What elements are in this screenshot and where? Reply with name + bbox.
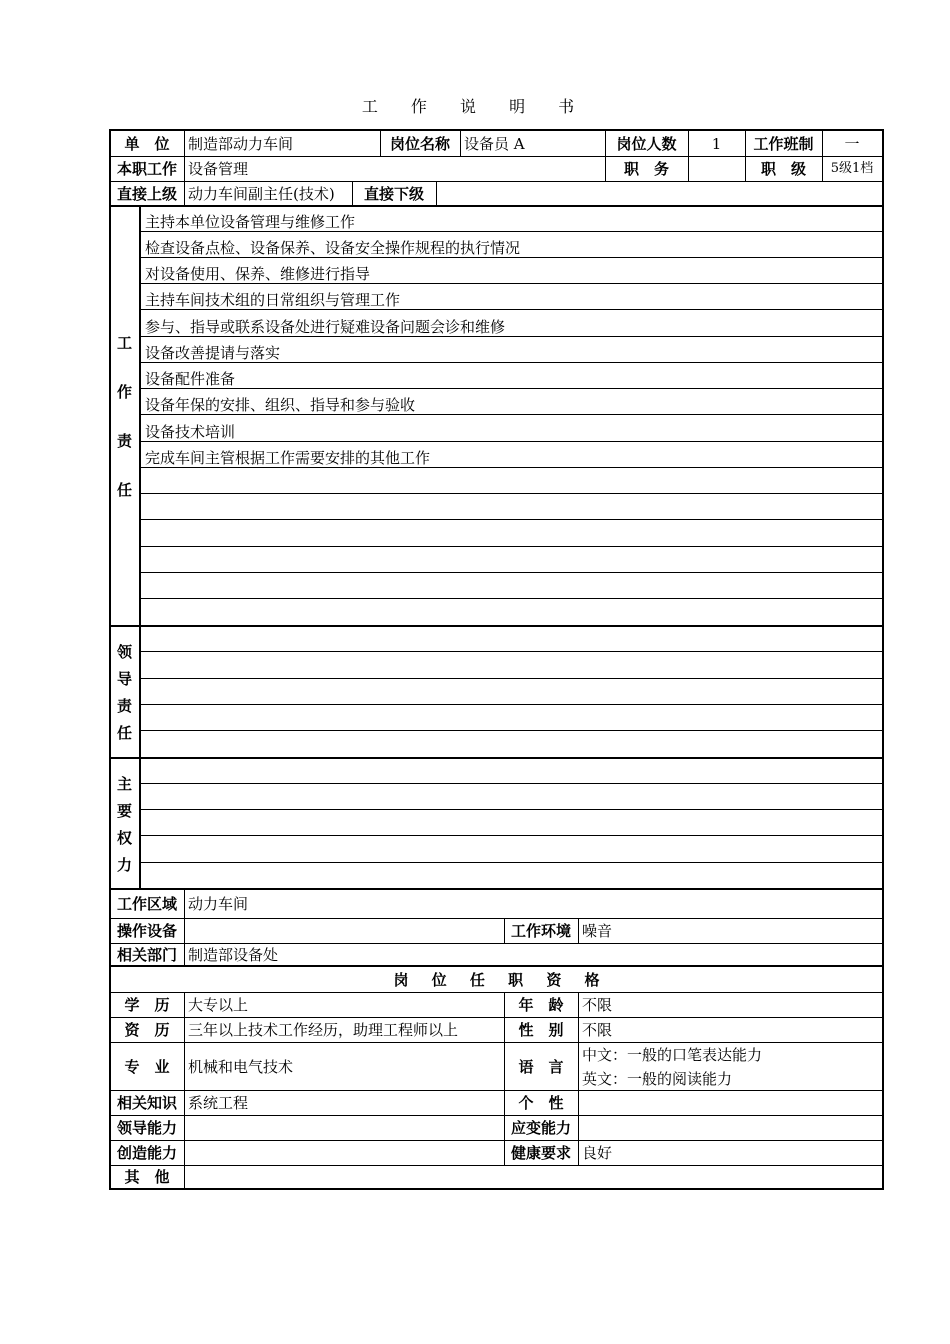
language-chinese: 中文：一般的口笔表达能力: [582, 1045, 763, 1064]
duty-item: 完成车间主管根据工作需要安排的其他工作: [145, 449, 431, 467]
leadership-line: [140, 678, 883, 679]
section-divider: [110, 757, 883, 759]
duty-line: [140, 572, 883, 573]
leadership-ability-label: 领导能力: [116, 1119, 177, 1137]
duty-line: [140, 362, 883, 363]
qualifications-title: 岗 位 任 职 资 格: [393, 970, 600, 989]
headcount-value: 1: [711, 134, 722, 153]
leadership-line: [140, 651, 883, 652]
duty-title-label: 职 务: [623, 160, 669, 178]
equipment-value: [184, 919, 504, 943]
label-char: 要: [116, 801, 132, 820]
authority-line: [140, 835, 883, 836]
knowledge-value: 系统工程: [188, 1094, 249, 1112]
leadership-ability-value: [184, 1116, 504, 1140]
adaptability-value: [578, 1116, 882, 1140]
duty-line: [140, 493, 883, 494]
equipment-label: 操作设备: [116, 922, 177, 940]
gender-value: 不限: [582, 1021, 613, 1039]
duty-line: [140, 388, 883, 389]
subordinate-label: 直接下级: [363, 184, 424, 203]
environment-label: 工作环境: [510, 922, 571, 940]
authority-line: [140, 809, 883, 810]
gender-label: 性 别: [518, 1021, 564, 1039]
label-char: 责: [116, 697, 132, 715]
authority-line: [140, 862, 883, 863]
language-label: 语 言: [518, 1057, 564, 1076]
label-char: 责: [116, 432, 132, 450]
duty-line: [140, 441, 883, 442]
creativity-label: 创造能力: [116, 1144, 177, 1162]
label-char: 任: [116, 724, 132, 742]
experience-label: 资 历: [124, 1021, 170, 1039]
label-char: 权: [116, 828, 132, 847]
leadership-line: [140, 730, 883, 731]
label-char: 导: [116, 670, 132, 688]
unit-label: 单 位: [124, 134, 170, 153]
label-char: 领: [116, 643, 132, 661]
related-dept-label: 相关部门: [116, 945, 177, 964]
duty-item: 对设备使用、保养、维修进行指导: [145, 265, 371, 283]
position-value: 设备员 A: [464, 134, 525, 153]
other-value: [184, 1166, 882, 1188]
duty-item: 检查设备点检、设备保养、设备安全操作规程的执行情况: [145, 239, 521, 257]
authority-line: [140, 783, 883, 784]
main-work-value: 设备管理: [188, 160, 249, 178]
document-title: 工 作 说 明 书: [361, 97, 589, 116]
age-label: 年 龄: [518, 996, 564, 1014]
position-label: 岗位名称: [389, 134, 450, 153]
age-value: 不限: [582, 996, 613, 1014]
personality-value: [578, 1091, 882, 1115]
grade-value: 5级1档: [830, 161, 874, 176]
adaptability-label: 应变能力: [510, 1119, 571, 1137]
duty-line: [140, 336, 883, 337]
unit-value: 制造部动力车间: [188, 134, 294, 153]
duty-item: 主持车间技术组的日常组织与管理工作: [145, 291, 401, 309]
knowledge-label: 相关知识: [116, 1094, 177, 1112]
duty-title-value: [688, 157, 745, 181]
section-divider: [110, 625, 883, 627]
language-value: [578, 1043, 882, 1090]
leadership-responsibility-label: [110, 627, 139, 757]
creativity-value: [184, 1141, 504, 1165]
row-divider: [110, 205, 883, 207]
language-english: 英文：一般的阅读能力: [582, 1069, 733, 1088]
responsibilities-label: [110, 207, 139, 625]
duty-item: 设备技术培训: [145, 423, 236, 441]
work-area-value: 动力车间: [188, 895, 249, 913]
subordinate-value: [436, 182, 882, 205]
duty-item: 设备配件准备: [145, 370, 236, 388]
duty-item: 设备改善提请与落实: [145, 344, 281, 362]
education-label: 学 历: [124, 996, 170, 1014]
duty-line: [140, 283, 883, 284]
work-area-label: 工作区域: [116, 895, 177, 913]
label-column-divider: [139, 206, 141, 889]
headcount-label: 岗位人数: [616, 134, 677, 153]
related-dept-value: 制造部设备处: [188, 945, 279, 964]
label-char: 主: [116, 774, 132, 793]
duty-line: [140, 231, 883, 232]
duty-line: [140, 519, 883, 520]
superior-label: 直接上级: [116, 184, 177, 203]
duty-item: 设备年保的安排、组织、指导和参与验收: [145, 396, 416, 414]
other-label: 其 他: [124, 1168, 170, 1186]
health-value: 良好: [582, 1144, 613, 1162]
label-char: 工: [116, 334, 132, 352]
shift-label: 工作班制: [753, 134, 814, 153]
major-value: 机械和电气技术: [188, 1057, 294, 1076]
duty-line: [140, 309, 883, 310]
main-work-label: 本职工作: [116, 160, 177, 178]
duty-item: 主持本单位设备管理与维修工作: [145, 213, 356, 231]
shift-value: 一: [844, 134, 860, 153]
education-value: 大专以上: [188, 996, 249, 1014]
health-label: 健康要求: [510, 1144, 571, 1162]
duty-line: [140, 467, 883, 468]
duty-line: [140, 598, 883, 599]
environment-value: 噪音: [582, 922, 613, 940]
label-char: 作: [116, 383, 132, 401]
duty-item: 参与、指导或联系设备处进行疑难设备问题会诊和维修: [145, 318, 506, 336]
superior-value: 动力车间副主任(技术): [188, 184, 335, 203]
experience-value: 三年以上技术工作经历，助理工程师以上: [188, 1021, 459, 1039]
label-char: 任: [116, 481, 132, 499]
label-char: 力: [116, 855, 132, 874]
duty-line: [140, 546, 883, 547]
major-label: 专 业: [124, 1057, 170, 1076]
leadership-line: [140, 704, 883, 705]
duty-line: [140, 414, 883, 415]
personality-label: 个 性: [518, 1094, 564, 1112]
grade-label: 职 级: [760, 160, 806, 178]
main-authority-label: [110, 759, 139, 888]
duty-line: [140, 257, 883, 258]
